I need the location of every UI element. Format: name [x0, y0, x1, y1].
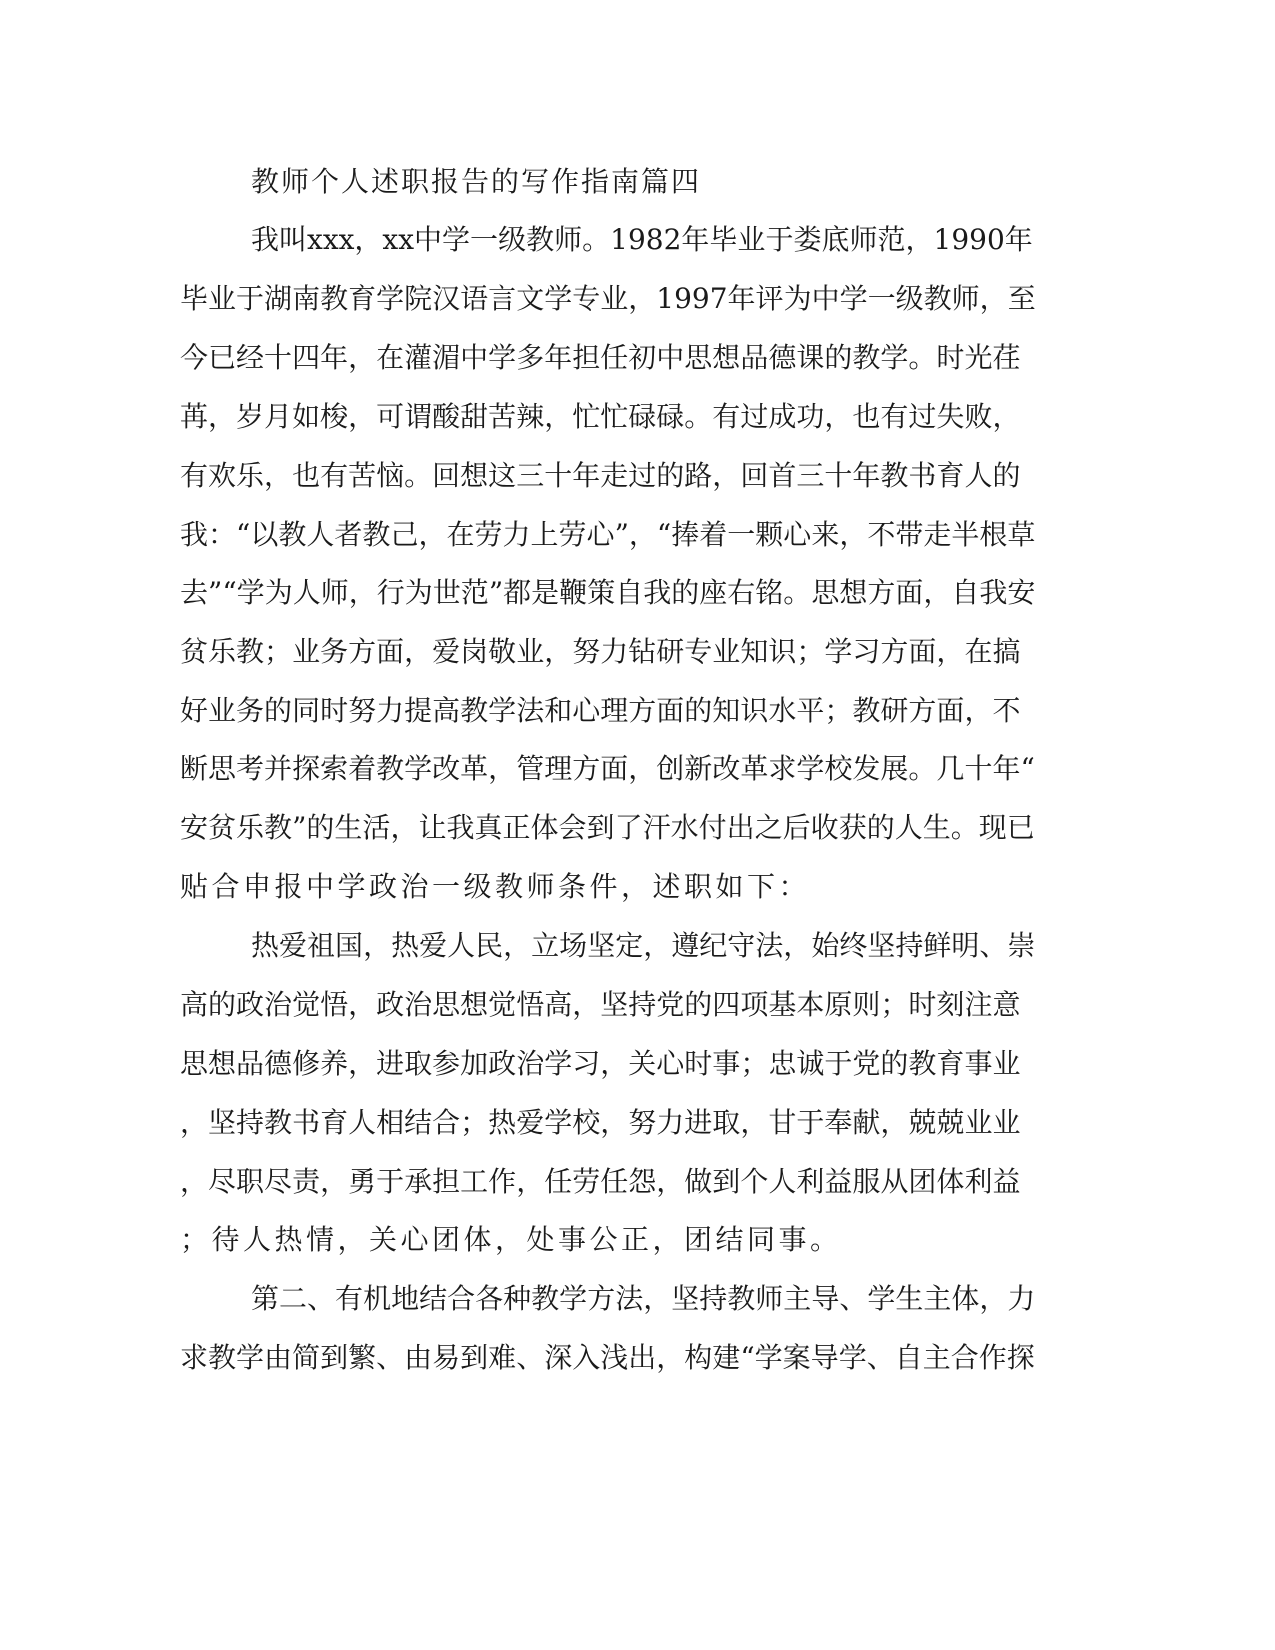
- body-line-10: 断 思 考 并 探 索 着 教 学 改 革 ， 管 理 方 面 ， 创 新 改 革 求 学 校 发 展 。 几 十 年 “: [180, 752, 1035, 785]
- body-line-3: 今 已 经 十 四 年 ， 在 灌 湄 中 学 多 年 担 任 初 中 思 想 品 德 课 的 教 学 。 时 光 荏: [180, 341, 1021, 374]
- body-line-18: ；待人热情，关心团体，处事公正，团结同事。: [180, 1223, 842, 1256]
- body-line-2: 毕 业 于 湖 南 教 育 学 院 汉 语 言 文 学 专 业 ， 1997 年 评 为 中 学 一 级 教 师 ， 至: [180, 282, 1036, 315]
- body-line-20: 求 教 学 由 简 到 繁 、 由 易 到 难 、 深 入 浅 出 ， 构 建 “ 学 案 导 学 、 自 主 合 作 探: [180, 1341, 1035, 1374]
- body-line-14: 高 的 政 治 觉 悟 ， 政 治 思 想 觉 悟 高 ， 坚 持 党 的 四 项 基 本 原 则 ； 时 刻 注 意: [180, 988, 1021, 1021]
- body-line-8: 贫 乐 教 ； 业 务 方 面 ， 爱 岗 敬 业 ， 努 力 钻 研 专 业 知 识 ； 学 习 方 面 ， 在 搞: [180, 635, 1021, 668]
- document-title: 教师个人述职报告的写作指南篇四: [251, 165, 702, 198]
- body-line-17: ， 尽 职 尽 责 ， 勇 于 承 担 工 作 ， 任 劳 任 怨 ， 做 到 个 人 利 益 服 从 团 体 利 益: [180, 1165, 1021, 1198]
- body-line-1: 我 叫 xxx ， xx 中 学 一 级 教 师 。 1982 年 毕 业 于 娄 底 师 范 ， 1990 年: [251, 223, 1033, 256]
- body-line-13: 热 爱 祖 国 ， 热 爱 人 民 ， 立 场 坚 定 ， 遵 纪 守 法 ， 始 终 坚 持 鲜 明 、 崇: [251, 929, 1036, 962]
- body-line-7: 去 ” “ 学 为 人 师 ， 行 为 世 范 ” 都 是 鞭 策 自 我 的 座 右 铭 。 思 想 方 面 ， 自 我 安: [180, 576, 1036, 609]
- body-line-15: 思 想 品 德 修 养 ， 进 取 参 加 政 治 学 习 ， 关 心 时 事 ； 忠 诚 于 党 的 教 育 事 业: [180, 1047, 1021, 1080]
- body-line-5: 有 欢 乐 ， 也 有 苦 恼 。 回 想 这 三 十 年 走 过 的 路 ， 回 首 三 十 年 教 书 育 人 的: [180, 459, 1021, 492]
- body-line-12: 贴合申报中学政治一级教师条件，述职如下：: [180, 870, 811, 903]
- body-line-16: ， 坚 持 教 书 育 人 相 结 合 ； 热 爱 学 校 ， 努 力 进 取 ， 甘 于 奉 献 ， 兢 兢 业 业: [180, 1106, 1021, 1139]
- body-line-11: 安 贫 乐 教 ” 的 生 活 ， 让 我 真 正 体 会 到 了 汗 水 付 出 之 后 收 获 的 人 生 。 现 已: [180, 811, 1035, 844]
- body-line-19: 第 二 、 有 机 地 结 合 各 种 教 学 方 法 ， 坚 持 教 师 主 导 、 学 生 主 体 ， 力: [251, 1282, 1036, 1315]
- body-line-6: 我 ： “ 以 教 人 者 教 己 ， 在 劳 力 上 劳 心 ” ， “ 捧 着 一 颗 心 来 ， 不 带 走 半 根 草: [180, 518, 1036, 551]
- body-line-9: 好 业 务 的 同 时 努 力 提 高 教 学 法 和 心 理 方 面 的 知 识 水 平 ； 教 研 方 面 ， 不: [180, 694, 1021, 727]
- body-line-4: 苒 ， 岁 月 如 梭 ， 可 谓 酸 甜 苦 辣 ， 忙 忙 碌 碌 。 有 过 成 功 ， 也 有 过 失 败 ，: [180, 400, 1021, 433]
